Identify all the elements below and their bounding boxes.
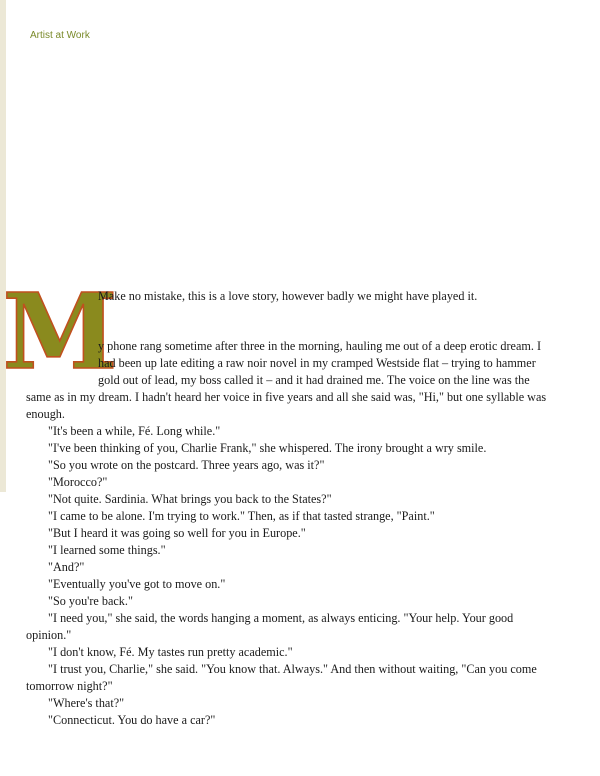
dropcap-letter: [2, 270, 118, 393]
dropcap-glyph: M: [2, 270, 118, 393]
epigraph: Make no mistake, this is a love story, however badly we might have played it.: [98, 289, 478, 303]
paragraph-13: "I don't know, Fé. My tastes run pretty academic.": [48, 645, 293, 659]
paragraph-11: "So you're back.": [48, 594, 133, 608]
paragraph-12: "I need you," she said, the words hanging a moment, as always enticing. "Your help. Your good opinion.": [26, 611, 514, 642]
paragraph-1: "It's been a while, Fé. Long while.": [48, 424, 221, 438]
paragraph-15: "Where's that?": [48, 696, 125, 710]
paragraph-6: "I came to be alone. I'm trying to work." Then, as if that tasted strange, "Paint.": [48, 509, 435, 523]
paragraph-14: "I trust you, Charlie," she said. "You know that. Always." And then without waiting, "Can you come tomorrow night?": [26, 662, 537, 693]
paragraph-4: "Morocco?": [48, 475, 108, 489]
paragraph-16: "Connecticut. You do have a car?": [48, 713, 216, 727]
paragraph-2: "I've been thinking of you, Charlie Frank," she whispered. The irony brought a wry smile.: [48, 441, 487, 455]
running-head: Artist at Work: [30, 30, 90, 41]
paragraph-7: "But I heard it was going so well for you in Europe.": [48, 526, 306, 540]
paragraph-9: "And?": [48, 560, 85, 574]
left-margin-strip: [0, 0, 6, 492]
paragraph-0: y phone rang sometime after three in the morning, hauling me out of a deep erotic dream. I had been up late editing a raw noir novel in my cramped Westside flat – trying to hammer gold out of lead, my boss called it – and it had drained me. The voice on the line was the same as in my dream. I hadn't heard her voice in five years and all she said was, "Hi," but one syllable was enough.: [26, 339, 547, 421]
paragraph-3: "So you wrote on the postcard. Three years ago, was it?": [48, 458, 325, 472]
paragraph-8: "I learned some things.": [48, 543, 166, 557]
paragraph-5: "Not quite. Sardinia. What brings you back to the States?": [48, 492, 332, 506]
story-body: [2, 270, 554, 729]
paragraph-10: "Eventually you've got to move on.": [48, 577, 226, 591]
